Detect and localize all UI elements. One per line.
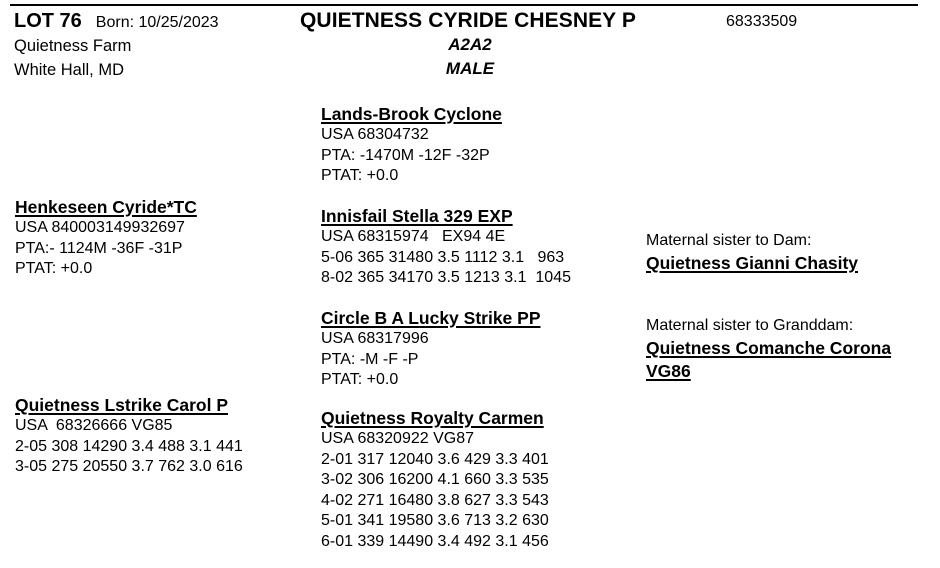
sire-ptat: PTAT: +0.0 — [15, 260, 93, 277]
sire-sire-block — [321, 103, 502, 187]
sire-sire-ptat: PTAT: +0.0 — [321, 167, 399, 184]
sire-dam-registration: USA 68315974 EX94 4E — [321, 228, 506, 245]
farm-location: White Hall, MD — [14, 61, 125, 79]
dam-sire-ptat: PTAT: +0.0 — [321, 371, 399, 388]
farm-name: Quietness Farm — [14, 37, 132, 55]
dam-name: Quietness Lstrike Carol P — [15, 395, 228, 415]
dam-dam-block — [321, 407, 549, 552]
sire-registration: USA 840003149932697 — [15, 219, 185, 236]
dam-sire-pta: PTA: -M -F -P — [321, 350, 419, 368]
sire-sire-name: Lands-Brook Cyclone — [321, 104, 502, 124]
animal-registration-number: 68333509 — [726, 13, 798, 30]
sister-to-granddam-classification: VG86 — [646, 360, 691, 381]
sire-sire-registration: USA 68304732 — [321, 126, 429, 143]
dam-dam-record: 2-01 317 12040 3.6 429 3.3 401 — [321, 450, 549, 468]
lot-number: LOT 76 — [14, 10, 82, 32]
sister-to-granddam-block — [646, 315, 891, 382]
dam-record: 3-05 275 20550 3.7 762 3.0 616 — [15, 458, 243, 475]
sire-dam-name: Innisfail Stella 329 EXP — [321, 206, 513, 226]
sister-to-dam-block — [646, 230, 858, 275]
header-rule — [10, 4, 918, 6]
sire-dam-record: 5-06 365 31480 3.5 1112 3.1 963 — [321, 248, 565, 266]
sister-to-dam-label: Maternal sister to Dam: — [646, 232, 812, 249]
dam-dam-record: 4-02 271 16480 3.8 627 3.3 543 — [321, 491, 549, 509]
dam-dam-name: Quietness Royalty Carmen — [321, 408, 544, 428]
sister-to-dam-name: Quietness Gianni Chasity — [646, 253, 858, 273]
dam-sire-block — [321, 307, 541, 391]
dam-sire-registration: USA 68317996 — [321, 330, 429, 347]
sire-sire-pta: PTA: -1470M -12F -32P — [321, 146, 490, 164]
sister-to-granddam-label: Maternal sister to Granddam: — [646, 317, 854, 334]
birth-date: Born: 10/25/2023 — [95, 14, 219, 31]
sire-block — [15, 196, 197, 280]
lot-line — [14, 10, 219, 33]
dam-record: 2-05 308 14290 3.4 488 3.1 441 — [15, 437, 243, 455]
dam-sire-name: Circle B A Lucky Strike PP — [321, 308, 541, 328]
sex: MALE — [445, 59, 495, 78]
sire-dam-record: 8-02 365 34170 3.5 1213 3.1 1045 — [321, 269, 571, 286]
dam-dam-record: 3-02 306 16200 4.1 660 3.3 535 — [321, 471, 549, 488]
sire-pta: PTA:- 1124M -36F -31P — [15, 239, 183, 257]
animal-name: QUIETNESS CYRIDE CHESNEY P — [300, 9, 636, 32]
sire-dam-block — [321, 205, 571, 289]
sire-name: Henkeseen Cyride*TC — [15, 197, 197, 217]
dam-dam-record: 6-01 339 14490 3.4 492 3.1 456 — [321, 532, 549, 550]
dam-block — [15, 394, 243, 478]
sister-to-granddam-name: Quietness Comanche Corona — [646, 338, 892, 358]
genotype: A2A2 — [448, 35, 492, 54]
dam-dam-record: 5-01 341 19580 3.6 713 3.2 630 — [321, 512, 549, 529]
dam-dam-registration: USA 68320922 VG87 — [321, 430, 475, 447]
dam-registration: USA 68326666 VG85 — [15, 417, 173, 434]
